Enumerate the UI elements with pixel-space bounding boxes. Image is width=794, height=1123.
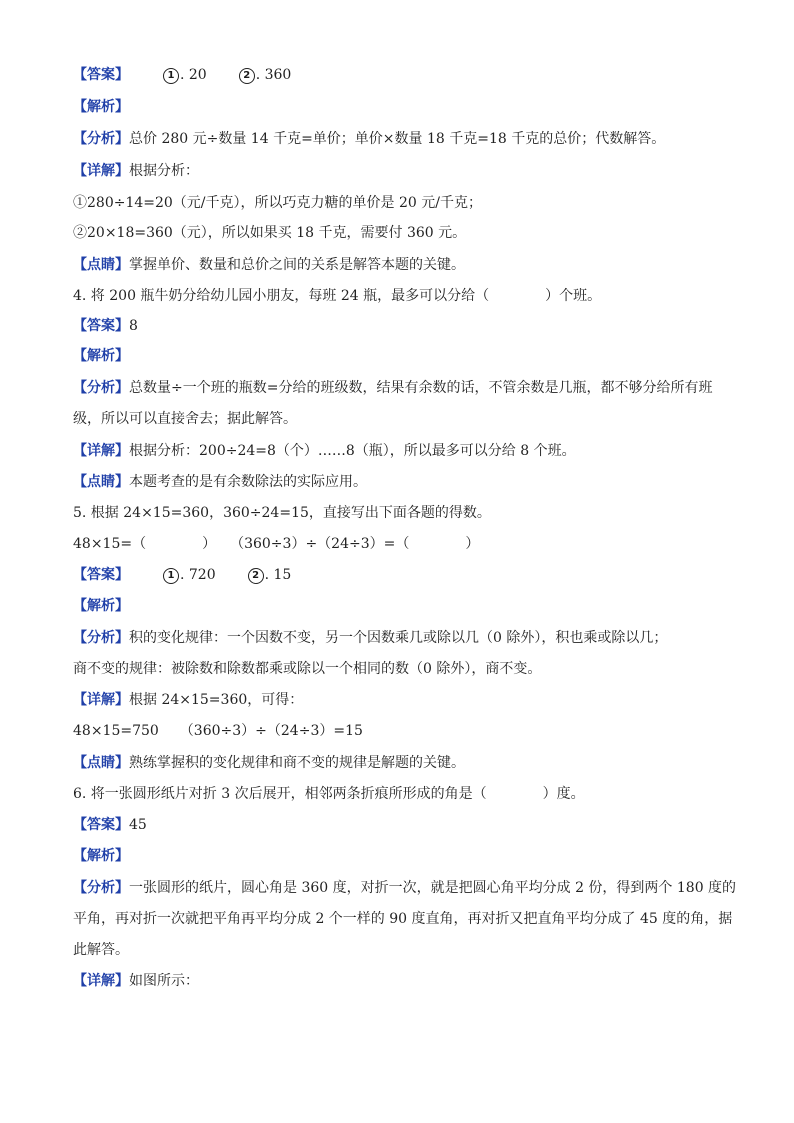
line-text: 8 [129,318,138,334]
circled-number: 1 [163,68,179,84]
line-text: 一张圆形的纸片，圆心角是 360 度，对折一次，就是把圆心角平均分成 2 份，得到两个 180 度的 [129,880,737,896]
line-text: 平角，再对折一次就把平角再平均分成 2 个一样的 90 度直角，再对折又把直角平均分成了 45 度的角，据 [73,911,733,927]
text-line [73,658,734,680]
text-line [73,377,734,399]
circled-number: 2 [248,568,264,584]
section-tag: 【答案】 [73,817,129,833]
section-tag: 【详解】 [73,973,129,989]
text-line [73,96,734,118]
section-tag: 【答案】 [73,318,129,334]
line-text: ②20×18=360（元），所以如果买 18 千克，需要付 360 元。 [73,225,467,241]
answer-value: . 360 [255,67,292,83]
line-text: 根据分析：200÷24=8（个）……8（瓶），所以最多可以分给 8 个班。 [129,443,576,459]
text-line [73,564,734,586]
text-line [73,222,734,244]
section-tag: 【解析】 [73,348,129,364]
line-text: 此解答。 [73,942,129,958]
text-line [73,939,734,961]
section-tag: 【答案】 [73,67,129,83]
line-text: 48×15=750 （360÷3）÷（24÷3）=15 [73,723,363,739]
text-line [73,533,734,555]
section-tag: 【点睛】 [73,474,129,490]
text-line [73,689,734,711]
line-text: 级，所以可以直接舍去；据此解答。 [73,411,297,427]
line-text: 总价 280 元÷数量 14 千克=单价；单价×数量 18 千克=18 千克的总价；代数解答。 [129,131,666,147]
text-line [73,877,737,899]
text-line [73,471,734,493]
line-text: 根据 24×15=360，可得： [129,692,304,708]
line-text: 本题考查的是有余数除法的实际应用。 [129,474,367,490]
text-line [73,783,734,805]
section-tag: 【点睛】 [73,257,129,273]
line-text: ①280÷14=20（元/千克），所以巧克力糖的单价是 20 元/千克； [73,195,482,211]
line-text: 5. 根据 24×15=360，360÷24=15，直接写出下面各题的得数。 [73,505,491,521]
section-tag: 【详解】 [73,163,129,179]
section-tag: 【分析】 [73,131,129,147]
section-tag: 【点睛】 [73,755,129,771]
text-line [73,627,734,649]
text-line [73,845,734,867]
text-line [73,970,734,992]
line-text: 掌握单价、数量和总价之间的关系是解答本题的关键。 [129,257,465,273]
line-text: 熟练掌握积的变化规律和商不变的规律是解题的关键。 [129,755,465,771]
answer-value: . 720 [180,567,216,583]
line-text: 48×15=（ ） （360÷3）÷（24÷3）=（ ） [73,536,480,552]
text-line [73,752,734,774]
line-text: 积的变化规律：一个因数不变，另一个因数乘几或除以几（0 除外），积也乘或除以几； [129,630,668,646]
section-tag: 【详解】 [73,692,129,708]
text-line [73,908,734,930]
text-line [73,345,734,367]
text-line [73,192,734,214]
line-text: 6. 将一张圆形纸片对折 3 次后展开，相邻两条折痕所形成的角是（ ）度。 [73,786,585,802]
line-text: 总数量÷一个班的瓶数=分给的班级数，结果有余数的话，不管余数是几瓶，都不够分给所有班 [129,380,713,396]
line-text: 商不变的规律：被除数和除数都乘或除以一个相同的数（0 除外），商不变。 [73,661,542,677]
text-line [73,315,734,337]
answer-value: . 20 [180,67,207,83]
text-line [73,408,734,430]
section-tag: 【解析】 [73,99,129,115]
text-line [73,595,734,617]
section-tag: 【分析】 [73,380,129,396]
circled-number: 1 [163,568,179,584]
circled-number: 2 [239,68,255,84]
text-line [73,814,734,836]
text-line [73,64,734,86]
line-text: 45 [129,817,147,833]
answer-value: . 15 [264,567,292,583]
section-tag: 【详解】 [73,443,129,459]
text-line [73,254,734,276]
section-tag: 【解析】 [73,598,129,614]
section-tag: 【解析】 [73,848,129,864]
text-line [73,160,734,182]
line-text: 根据分析： [129,163,199,179]
section-tag: 【分析】 [73,630,129,646]
text-line [73,720,734,742]
text-line [73,502,734,524]
section-tag: 【答案】 [73,567,129,583]
text-line [73,285,734,307]
text-line [73,128,734,150]
line-text: 4. 将 200 瓶牛奶分给幼儿园小朋友，每班 24 瓶，最多可以分给（ ）个班。 [73,288,602,304]
section-tag: 【分析】 [73,880,129,896]
text-line [73,440,734,462]
line-text: 如图所示： [129,973,199,989]
